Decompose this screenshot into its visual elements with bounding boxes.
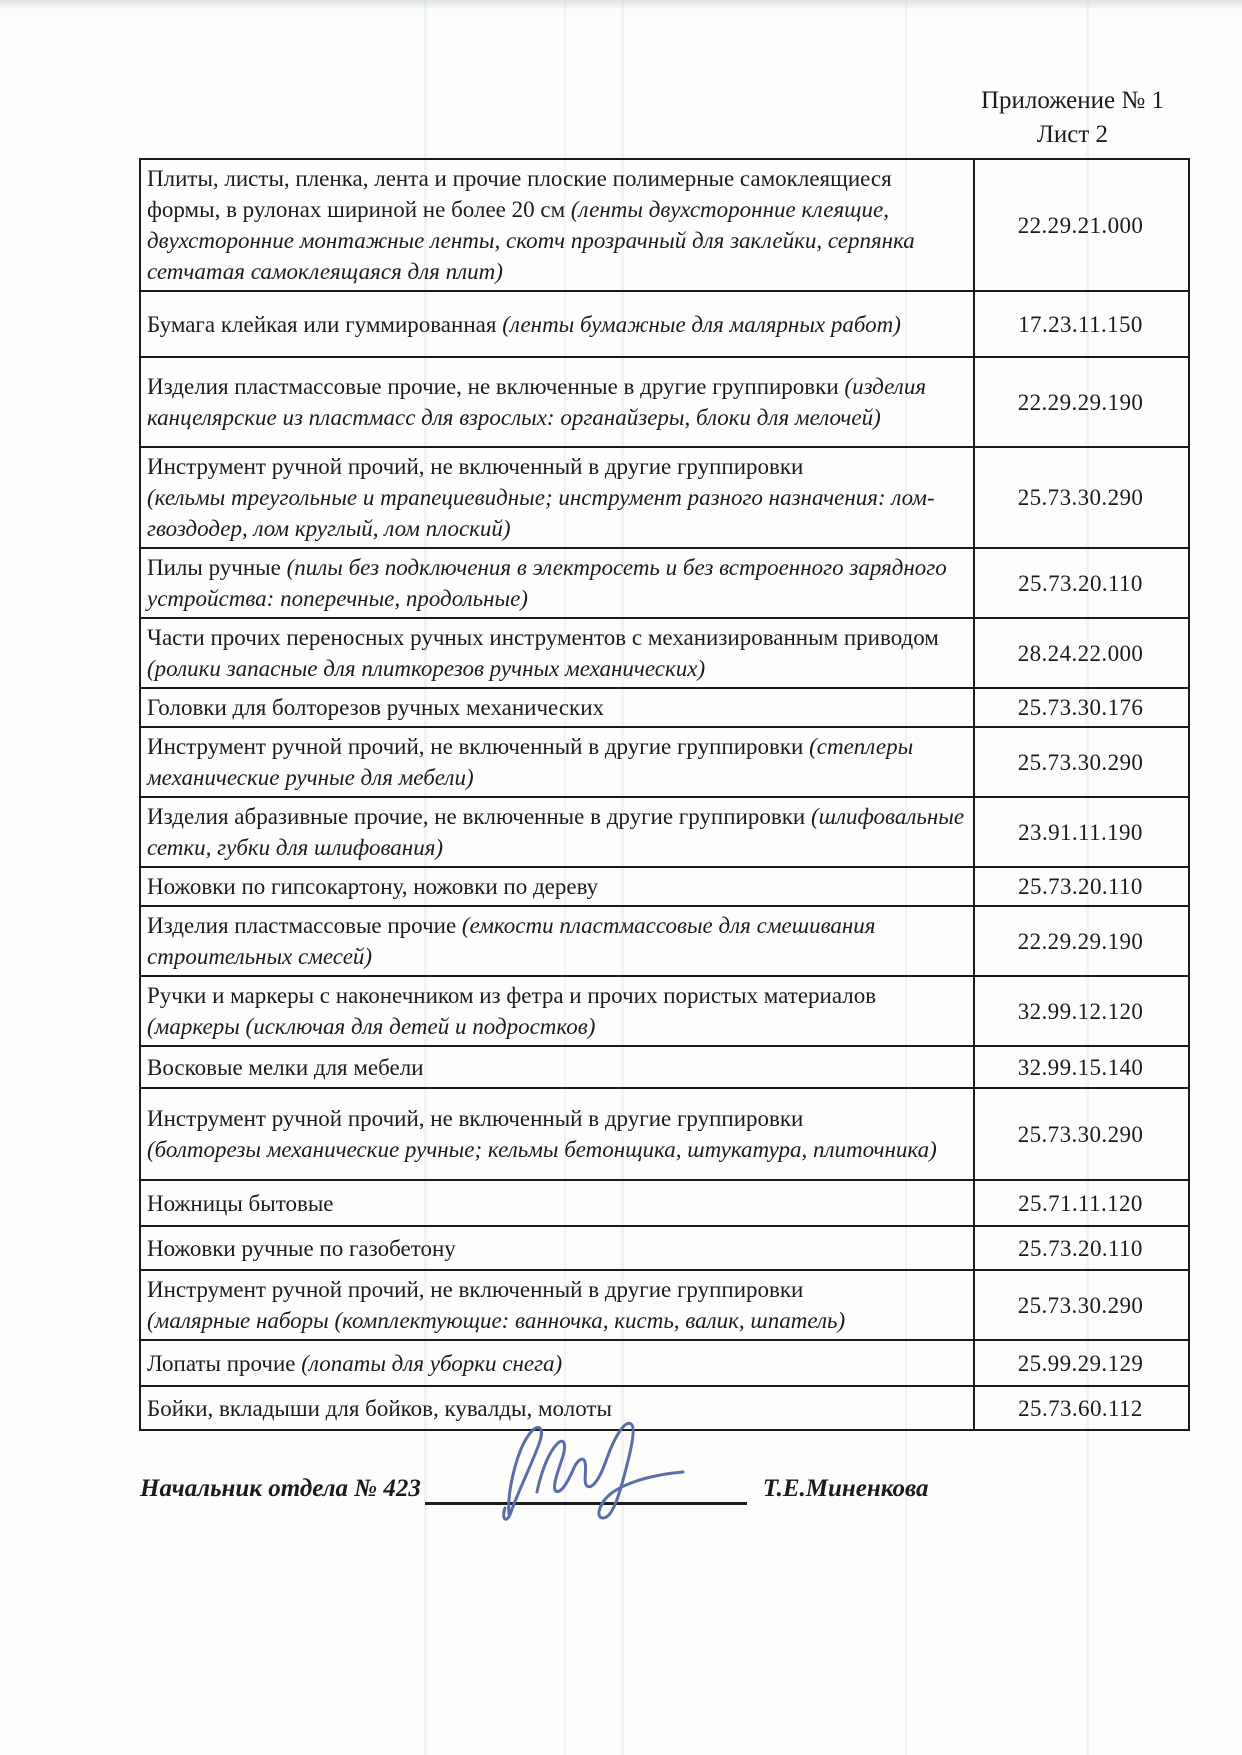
item-code: 22.29.29.190: [974, 357, 1189, 447]
item-code: 25.99.29.129: [974, 1340, 1189, 1386]
table-row: [140, 1180, 1189, 1226]
item-description: Бойки, вкладыши для бойков, кувалды, молоты: [140, 1386, 974, 1430]
item-code: 25.73.20.110: [974, 1226, 1189, 1270]
table-row: [140, 1226, 1189, 1270]
table-row: [140, 867, 1189, 906]
item-code: 25.71.11.120: [974, 1180, 1189, 1226]
table-row: [140, 906, 1189, 976]
item-description: Инструмент ручной прочий, не включенный в другие группировки (болторезы механические ручные; кельмы бетонщика, штукатура, плиточника): [140, 1088, 974, 1180]
item-code: 32.99.15.140: [974, 1046, 1189, 1088]
item-code: 22.29.21.000: [974, 159, 1189, 291]
item-code: 25.73.30.176: [974, 688, 1189, 727]
item-code: 25.73.30.290: [974, 1088, 1189, 1180]
item-description: Бумага клейкая или гуммированная (ленты бумажные для малярных работ): [140, 291, 974, 357]
table-row: [140, 618, 1189, 688]
item-description: Ножницы бытовые: [140, 1180, 974, 1226]
item-code: 32.99.12.120: [974, 976, 1189, 1046]
signature-name: Т.Е.Миненкова: [762, 1475, 929, 1502]
item-description: Головки для болторезов ручных механических: [140, 688, 974, 727]
item-description: Ножовки по гипсокартону, ножовки по дереву: [140, 867, 974, 906]
table-row: [140, 159, 1189, 291]
signature-role-label: Начальник отдела № 423: [140, 1475, 421, 1502]
item-description: Лопаты прочие (лопаты для уборки снега): [140, 1340, 974, 1386]
document-header: [981, 84, 1164, 152]
table-row: [140, 1088, 1189, 1180]
table-row: [140, 1046, 1189, 1088]
item-code: 25.73.20.110: [974, 548, 1189, 618]
item-code: 28.24.22.000: [974, 618, 1189, 688]
table-row: [140, 1340, 1189, 1386]
item-code: 23.91.11.190: [974, 797, 1189, 867]
item-description: Пилы ручные (пилы без подключения в электросеть и без встроенного зарядного устройства: поперечные, продольные): [140, 548, 974, 618]
item-description: Плиты, листы, пленка, лента и прочие плоские полимерные самоклеящиеся формы, в рулонах шириной не более 20 см (ленты двухсторонние клеящие, двухсторонние монтажные ленты, скотч прозрачный для заклейки, серпянка сетчатая самоклеящаяся для плит): [140, 159, 974, 291]
item-code: 22.29.29.190: [974, 906, 1189, 976]
table-row: [140, 1270, 1189, 1340]
item-code: 25.73.20.110: [974, 867, 1189, 906]
item-description: Части прочих переносных ручных инструментов с механизированным приводом (ролики запасные для плиткорезов ручных механических): [140, 618, 974, 688]
appendix-label: Приложение № 1: [980, 87, 1164, 114]
item-description: Изделия абразивные прочие, не включенные в другие группировки (шлифовальные сетки, губки для шлифования): [140, 797, 974, 867]
item-description: Инструмент ручной прочий, не включенный в другие группировки (степлеры механические ручные для мебели): [140, 727, 974, 797]
signature-line: [425, 1468, 747, 1505]
table-row: [140, 727, 1189, 797]
table-row: [140, 688, 1189, 727]
item-code: 25.73.30.290: [974, 447, 1189, 548]
classification-table: [139, 158, 1190, 1431]
table-row: [140, 447, 1189, 548]
item-code: 17.23.11.150: [974, 291, 1189, 357]
table-row: [140, 976, 1189, 1046]
item-code: 25.73.60.112: [974, 1386, 1189, 1430]
item-code: 25.73.30.290: [974, 1270, 1189, 1340]
table-row: [140, 797, 1189, 867]
sheet-label: Лист 2: [1036, 121, 1109, 148]
item-description: Восковые мелки для мебели: [140, 1046, 974, 1088]
item-code: 25.73.30.290: [974, 727, 1189, 797]
handwritten-signature-icon: [487, 1414, 697, 1524]
table-row: [140, 357, 1189, 447]
item-description: Ножовки ручные по газобетону: [140, 1226, 974, 1270]
item-description: Изделия пластмассовые прочие (емкости пластмассовые для смешивания строительных смесей): [140, 906, 974, 976]
table-row: [140, 291, 1189, 357]
item-description: Инструмент ручной прочий, не включенный в другие группировки (малярные наборы (комплектующие: ванночка, кисть, валик, шпатель): [140, 1270, 974, 1340]
signature-block: [140, 1468, 928, 1505]
item-description: Инструмент ручной прочий, не включенный в другие группировки (кельмы треугольные и трапециевидные; инструмент разного назначения: лом-гвоздодер, лом круглый, лом плоский): [140, 447, 974, 548]
table-row: [140, 548, 1189, 618]
item-description: Изделия пластмассовые прочие, не включенные в другие группировки (изделия канцелярские из пластмасс для взрослых: органайзеры, блоки для мелочей): [140, 357, 974, 447]
item-description: Ручки и маркеры с наконечником из фетра и прочих пористых материалов (маркеры (исключая для детей и подростков): [140, 976, 974, 1046]
